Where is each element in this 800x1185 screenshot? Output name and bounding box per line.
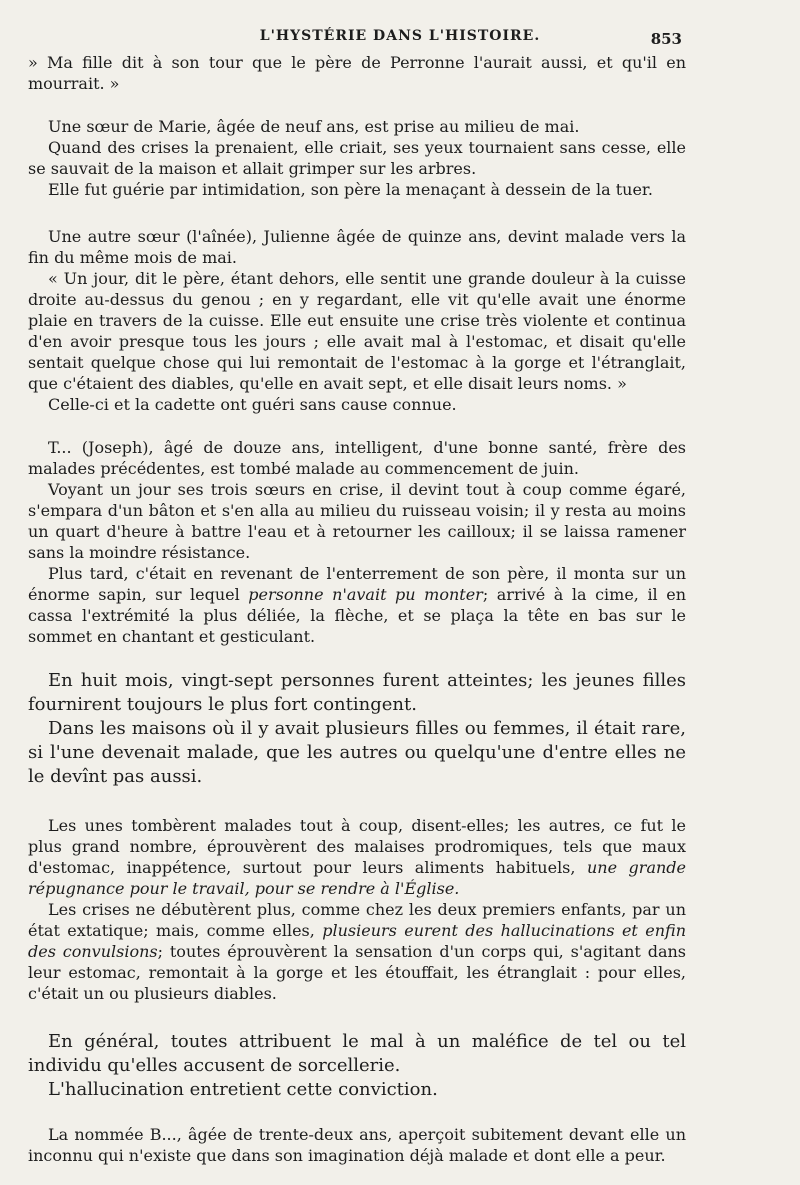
paragraph: En général, toutes attribuent le mal à un maléfice de tel ou tel individu qu'elles accusent de sorcellerie. bbox=[28, 1031, 686, 1076]
spacer bbox=[28, 94, 686, 116]
paragraph: Elle fut guérie par intimidation, son père la menaçant à dessein de la tuer. bbox=[48, 180, 653, 199]
text-run: ; arrivé à la cime, il en cassa l'extrémité la plus déliée, la flèche, et se plaça la tête en bas sur le sommet en chantant et gesticulant. bbox=[28, 585, 686, 646]
italic-text: plusieurs eurent des hallucinations et enfin des convulsions bbox=[28, 921, 687, 961]
spacer bbox=[28, 200, 686, 226]
spacer bbox=[28, 1004, 686, 1030]
text-run: Les crises ne débutèrent plus, comme chez les deux premiers enfants, par un état extatique; mais, comme elles, bbox=[28, 900, 686, 940]
paragraph bbox=[28, 563, 686, 647]
paragraph: Une sœur de Marie, âgée de neuf ans, est prise au milieu de mai. bbox=[48, 117, 580, 136]
page-number: 853 bbox=[650, 30, 682, 48]
paragraph: La nommée B..., âgée de trente-deux ans, aperçoit subitement devant elle un inconnu qui n'existe que dans son imagination déjà malade et dont elle a peur. bbox=[28, 1125, 686, 1165]
paragraph bbox=[28, 815, 686, 899]
paragraph: » Ma fille dit à son tour que le père de Perronne l'aurait aussi, et qu'il en mourrait. » bbox=[28, 53, 686, 93]
page-header bbox=[0, 28, 800, 50]
spacer bbox=[28, 1102, 686, 1124]
page-body bbox=[28, 52, 686, 1166]
spacer bbox=[28, 647, 686, 669]
paragraph: Voyant un jour ses trois sœurs en crise, il devint tout à coup comme égaré, s'empara d'un bâton et s'en alla au milieu du ruisseau voisin; il y resta au moins un quart d'heure à battre l'eau et à retourner les cailloux; il se laissa ramener sans la moindre résistance. bbox=[28, 480, 686, 562]
paragraph: Celle-ci et la cadette ont guéri sans cause connue. bbox=[48, 395, 457, 414]
paragraph: Une autre sœur (l'aînée), Julienne âgée de quinze ans, devint malade vers la fin du même mois de mai. bbox=[28, 227, 686, 267]
text-run: Plus tard, c'était en revenant de l'enterrement de son père, il monta sur un énorme sapin, sur lequel bbox=[28, 564, 686, 604]
running-title: L'HYSTÉRIE DANS L'HISTOIRE. bbox=[259, 28, 541, 44]
italic-text: personne n'avait pu monter bbox=[248, 585, 483, 604]
paragraph: Dans les maisons où il y avait plusieurs filles ou femmes, il était rare, si l'une devenait malade, que les autres ou quelqu'une d'entre elles ne le devînt pas aussi. bbox=[28, 718, 686, 787]
paragraph bbox=[28, 899, 686, 1004]
paragraph: En huit mois, vingt-sept personnes furent atteintes; les jeunes filles fournirent toujours le plus fort contingent. bbox=[28, 670, 686, 715]
italic-text: une grande répugnance pour le travail, pour se rendre à l'Église. bbox=[28, 858, 687, 898]
paragraph: L'hallucination entretient cette conviction. bbox=[48, 1079, 438, 1100]
paragraph: « Un jour, dit le père, étant dehors, elle sentit une grande douleur à la cuisse droite au-dessus du genou ; en y regardant, elle vit qu'elle avait une énorme plaie en travers de la cuisse. Elle eut ensuite une crise très violente et continua d'en avoir presque tous les jours ; elle avait mal à l'estomac, et disait qu'elle sentait quelque chose qui lui remontait de l'estomac à la gorge et l'étranglait, que c'étaient des diables, qu'elle en avait sept, et elle disait leurs noms. » bbox=[28, 269, 686, 393]
spacer bbox=[28, 789, 686, 815]
text-run: Les unes tombèrent malades tout à coup, disent-elles; les autres, ce fut le plus grand nombre, éprouvèrent des malaises prodromiques, tels que maux d'estomac, inappétence, surtout pour leurs aliments habituels, bbox=[28, 816, 686, 877]
paragraph: T... (Joseph), âgé de douze ans, intelligent, d'une bonne santé, frère des malades précédentes, est tombé malade au commencement de juin. bbox=[28, 438, 686, 478]
spacer bbox=[28, 415, 686, 437]
text-run: ; toutes éprouvèrent la sensation d'un corps qui, s'agitant dans leur estomac, remontait à la gorge et les étouffait, les étranglait : pour elles, c'était un ou plusieurs diables. bbox=[28, 942, 687, 1003]
paragraph: Quand des crises la prenaient, elle criait, ses yeux tournaient sans cesse, elle se sauvait de la maison et allait grimper sur les arbres. bbox=[28, 138, 686, 178]
